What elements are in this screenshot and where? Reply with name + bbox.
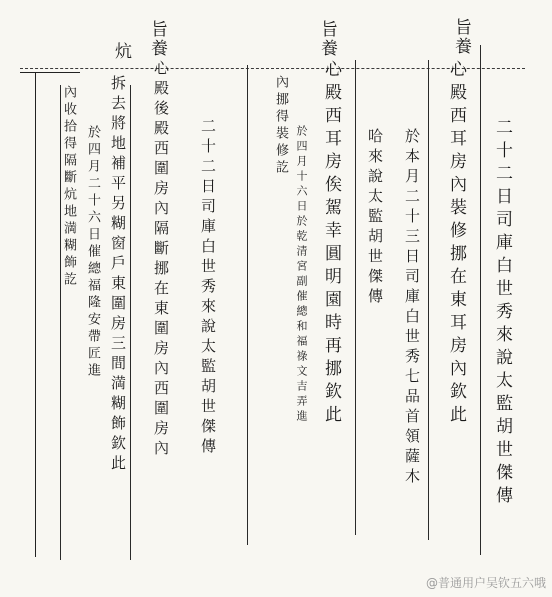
column-rule bbox=[355, 60, 356, 535]
text-column: 心殿後殿西圍房內隔斷挪在東圍房內西圍房內 bbox=[152, 60, 170, 460]
left-bracket-top bbox=[20, 72, 80, 73]
text-column: 拆去將地補平另糊窗戶東圍房三間満糊飾欽此 bbox=[109, 75, 127, 475]
text-column: 於本月二十三日司庫白世秀七品首領薩木 bbox=[403, 128, 421, 488]
text-column: 內收拾得隔斷炕地満糊飾訖 bbox=[61, 85, 76, 289]
column-rule bbox=[247, 65, 248, 545]
column-rule bbox=[480, 45, 481, 555]
left-bracket-side bbox=[35, 72, 36, 557]
text-column: 二十二日司庫白世秀來說太監胡世傑傳 bbox=[199, 118, 217, 458]
text-column: 哈來說太監胡世傑傳 bbox=[366, 128, 384, 308]
watermark: @普通用户吴钦五六哦 bbox=[425, 576, 546, 590]
header-text: 旨養 bbox=[317, 20, 337, 58]
header-text: 旨養 bbox=[451, 18, 471, 56]
text-column: 於四月二十六日催總福隆安帶匠進 bbox=[85, 125, 100, 380]
column-rule bbox=[428, 60, 429, 540]
column-rule bbox=[130, 85, 131, 560]
header-text: 旨養 bbox=[147, 20, 167, 58]
header-text: 炕 bbox=[111, 42, 131, 61]
text-column: 內挪得裝修訖 bbox=[273, 75, 288, 177]
text-column: 二十二日司庫白世秀來說太監胡世傑傳 bbox=[492, 118, 512, 509]
text-column: 於四月十六日於乾清宮副催總和福祿文吉弄進 bbox=[295, 125, 308, 425]
text-column: 心殿西耳房俟駕幸圓明園時再挪欽此 bbox=[321, 60, 341, 428]
text-column: 心殿西耳房內裝修挪在東耳房內欽此 bbox=[446, 60, 466, 428]
